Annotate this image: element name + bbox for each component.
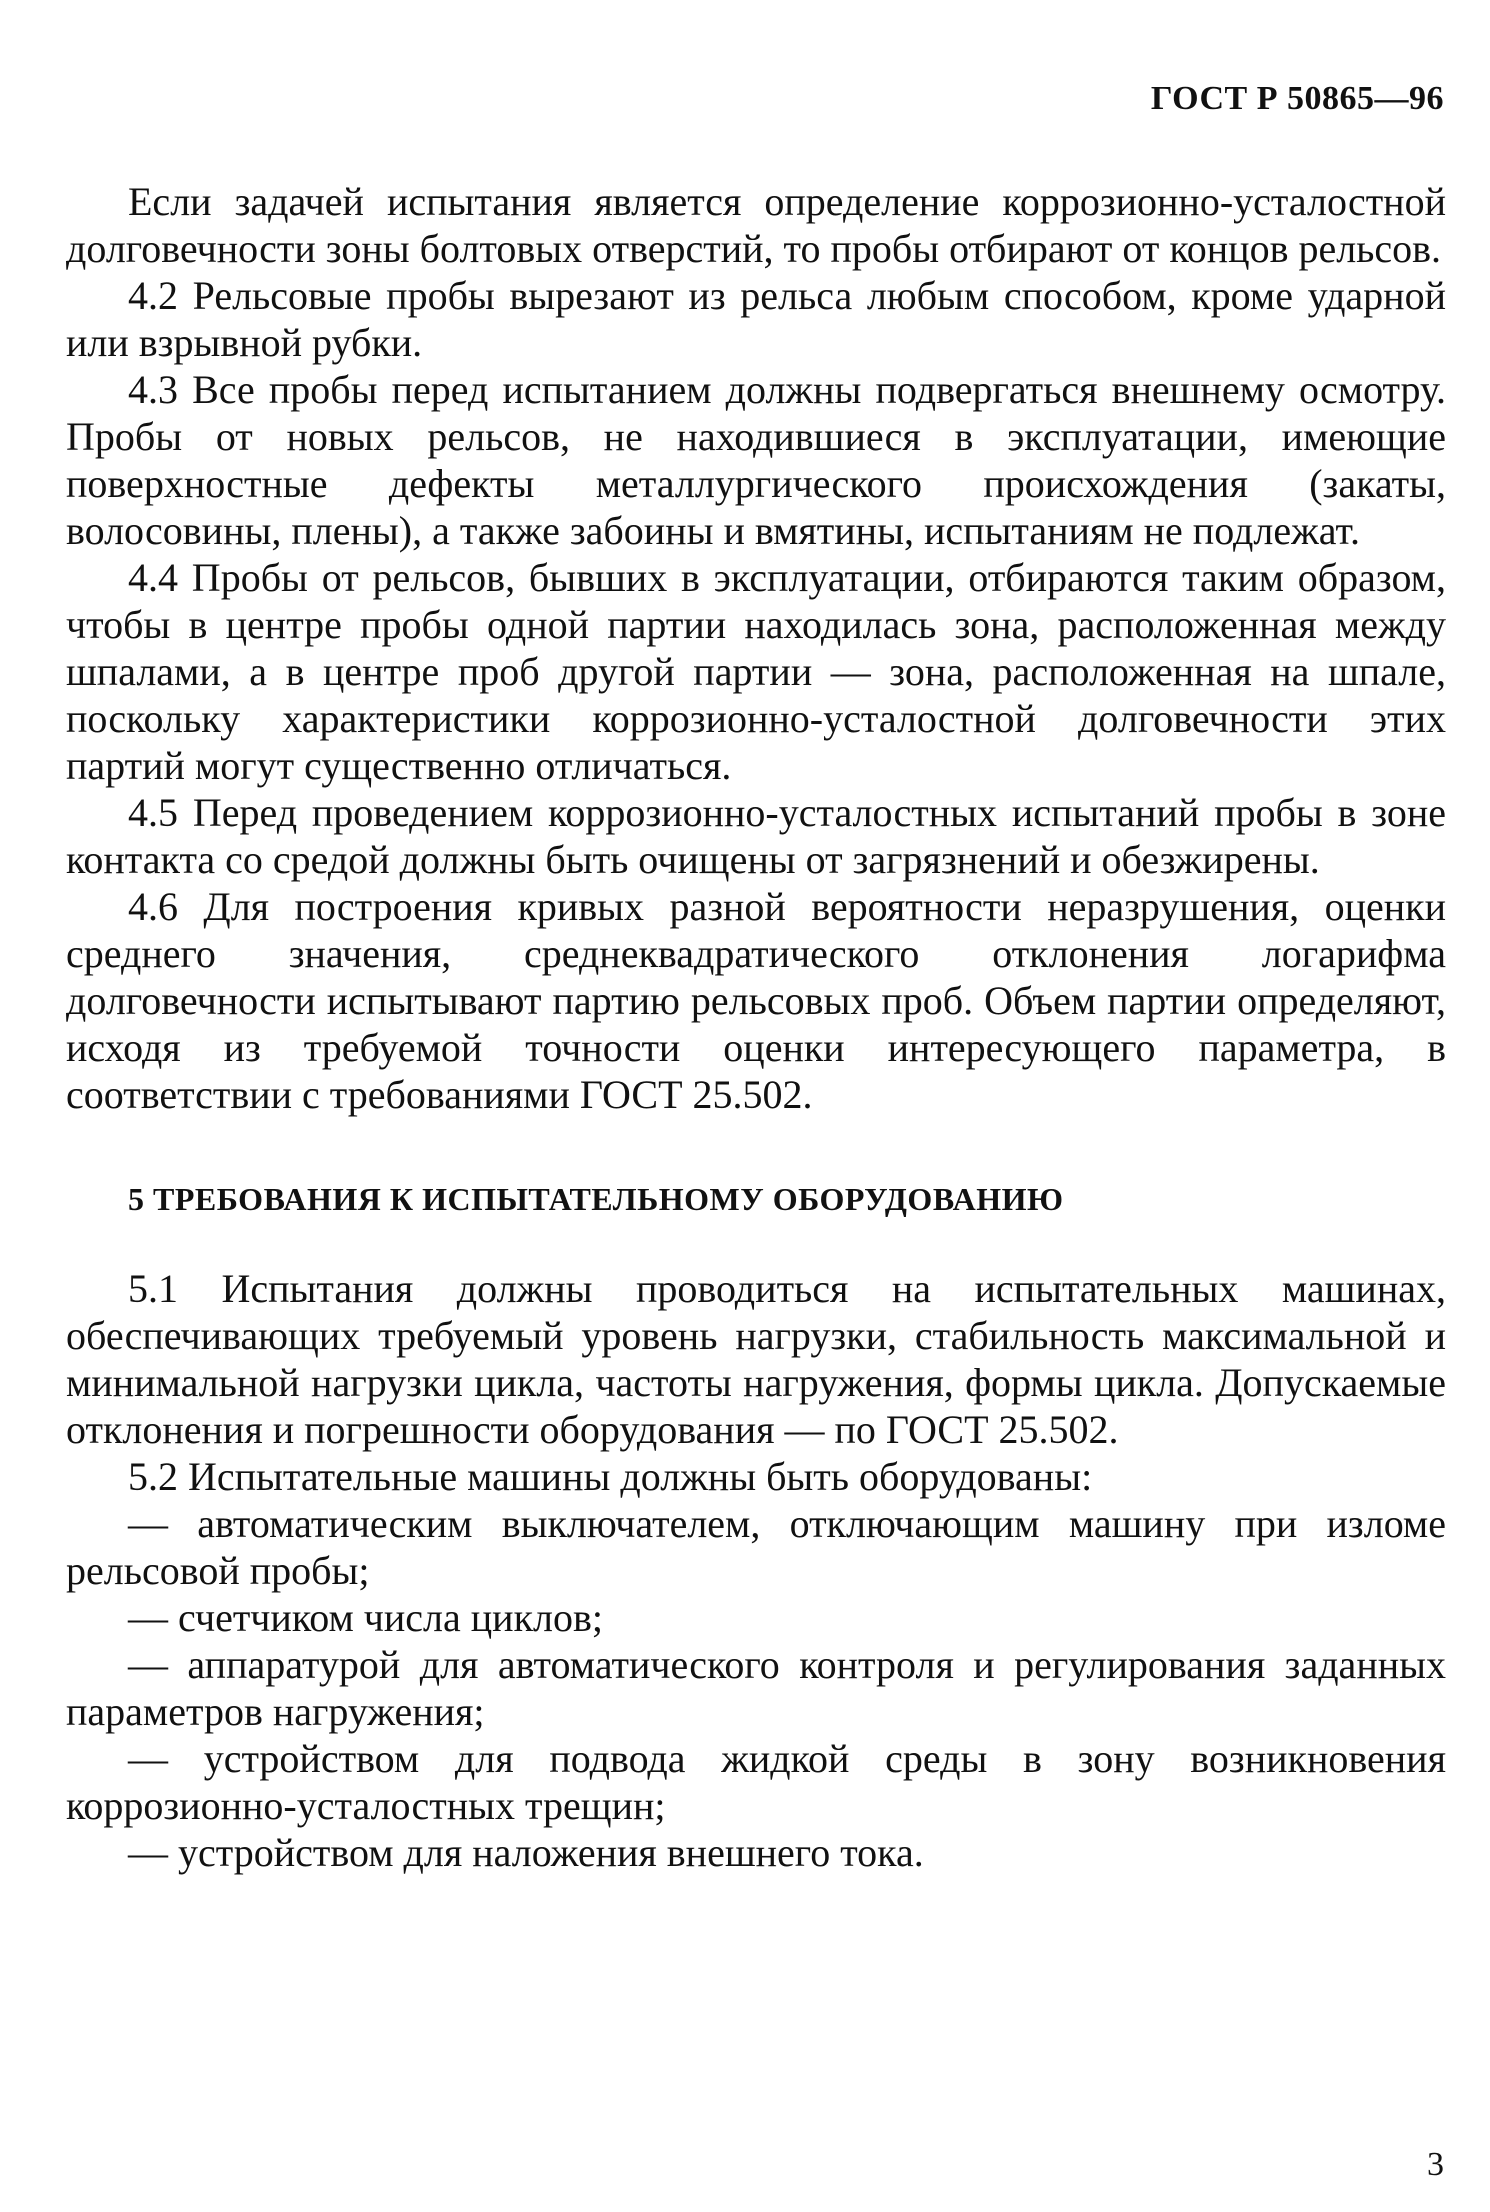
page-number: 3 (1427, 2146, 1444, 2183)
paragraph-4-2: 4.2 Рельсовые пробы вырезают из рельса любым способом, кроме ударной или взрывной рубки. (66, 273, 1446, 365)
list-item-fluid-supply: — устройством для подвода жидкой среды в зону возникновения коррозионно-усталостных трещин; (66, 1736, 1446, 1828)
document-body (66, 178, 1446, 1876)
list-item-cycle-counter: — счетчиком числа циклов; (128, 1595, 603, 1640)
paragraph-4-1-continuation: Если задачей испытания является определение коррозионно-усталостной долговечности зоны болтовых отверстий, то пробы отбирают от концов рельсов. (66, 179, 1446, 271)
paragraph-4-4: 4.4 Пробы от рельсов, бывших в эксплуатации, отбираются таким образом, чтобы в центре пробы одной партии находилась зона, расположенная между шпалами, а в центре проб другой партии — зона, расположенная на шпале, поскольку характеристики коррозионно-усталостной долговечности этих партий могут существенно отличаться. (66, 555, 1446, 788)
paragraph-4-5: 4.5 Перед проведением коррозионно-усталостных испытаний пробы в зоне контакта со средой должны быть очищены от загрязнений и обезжирены. (66, 790, 1446, 882)
paragraph-5-1: 5.1 Испытания должны проводиться на испытательных машинах, обеспечивающих требуемый уровень нагрузки, стабильность максимальной и минимальной нагрузки цикла, частоты нагружения, формы цикла. Допускаемые отклонения и погрешности оборудования — по ГОСТ 25.502. (66, 1266, 1446, 1452)
paragraph-5-2: 5.2 Испытательные машины должны быть оборудованы: (128, 1454, 1093, 1499)
paragraph-4-6: 4.6 Для построения кривых разной вероятности неразрушения, оценки среднего значения, среднеквадратического отклонения логарифма долговечности испытывают партию рельсовых проб. Объем партии определяют, исходя из требуемой точности оценки интересующего параметра, в соответствии с требованиями ГОСТ 25.502. (66, 884, 1446, 1117)
list-item-auto-switch: — автоматическим выключателем, отключающим машину при изломе рельсовой пробы; (66, 1501, 1446, 1593)
paragraph-4-3: 4.3 Все пробы перед испытанием должны подвергаться внешнему осмотру. Пробы от новых рельсов, не находившиеся в эксплуатации, имеющие поверхностные дефекты металлургического происхождения (закаты, волосовины, плены), а также забоины и вмятины, испытаниям не подлежат. (66, 367, 1446, 553)
section-5-title: 5 ТРЕБОВАНИЯ К ИСПЫТАТЕЛЬНОМУ ОБОРУДОВАНИЮ (128, 1181, 1064, 1217)
document-code-header: ГОСТ Р 50865—96 (1150, 80, 1444, 117)
list-item-control-equipment: — аппаратурой для автоматического контроля и регулирования заданных параметров нагружения; (66, 1642, 1446, 1734)
list-item-external-current: — устройством для наложения внешнего тока. (128, 1830, 924, 1875)
